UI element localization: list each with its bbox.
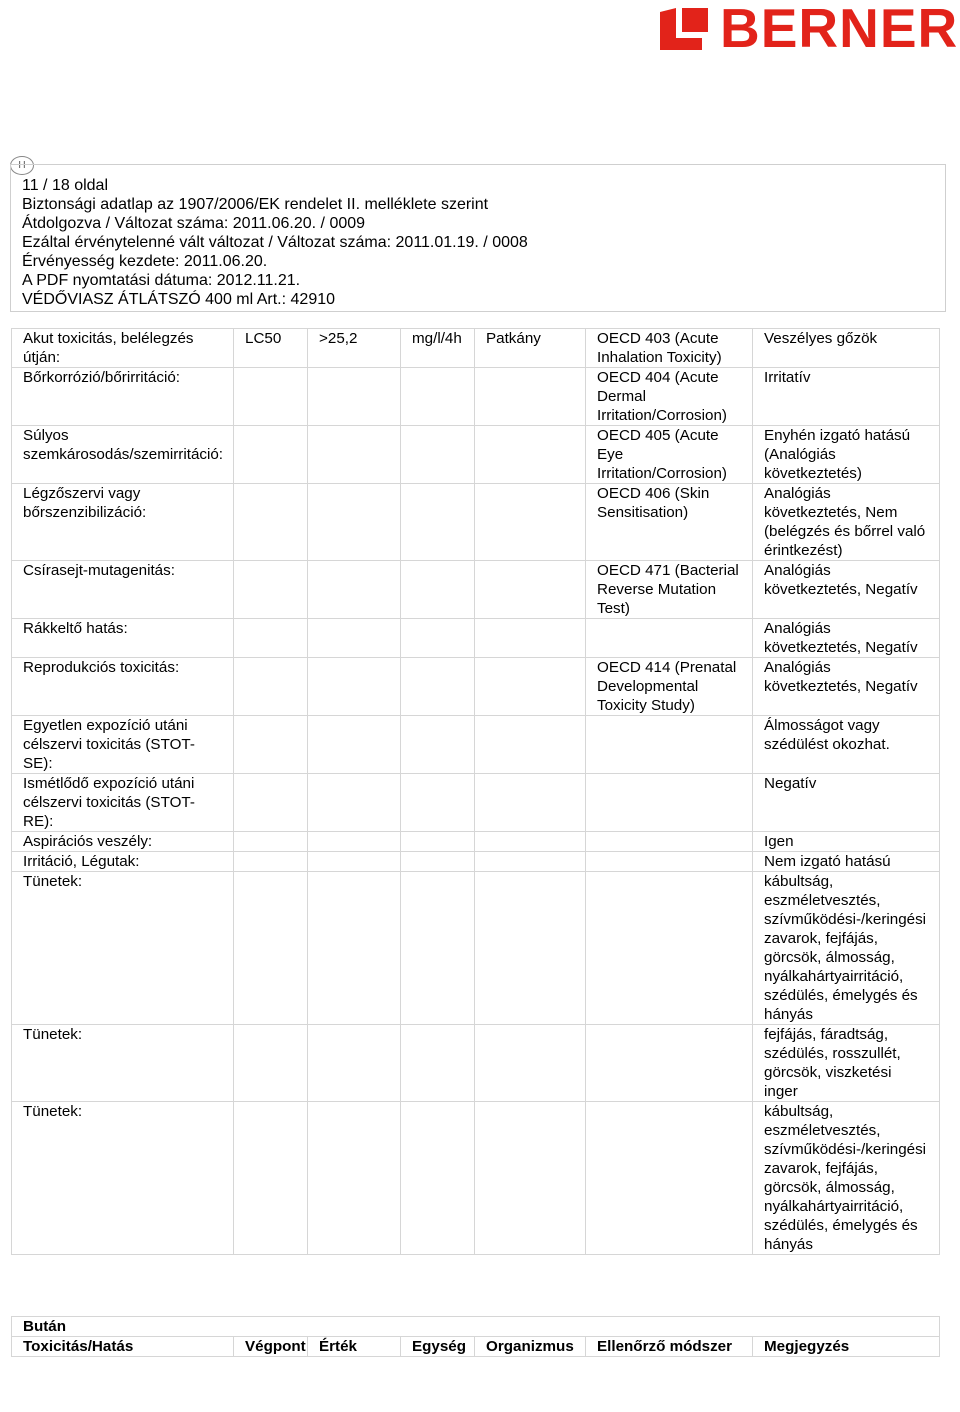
document-header [22, 176, 528, 309]
superseded-version-line: Ezáltal érvénytelenné vált változat / Változat száma: 2011.01.19. / 0008 [22, 234, 528, 251]
berner-logo-mark-icon [658, 6, 710, 52]
cell-method [586, 1025, 753, 1102]
cell-unit [401, 832, 475, 852]
cell-organism [475, 658, 586, 716]
cell-value [308, 561, 401, 619]
cell-remark: Analógiás következtetés, Negatív [753, 658, 940, 716]
cell-value [308, 1102, 401, 1255]
table-row [12, 1025, 940, 1102]
regulation-line: Biztonsági adatlap az 1907/2006/EK rendelet II. melléklete szerint [22, 196, 489, 213]
butane-title: Bután [12, 1317, 940, 1337]
cell-effect: Bőrkorrózió/bőrirritáció: [12, 368, 234, 426]
cell-endpoint [234, 1102, 308, 1255]
cell-remark: Veszélyes gőzök [753, 329, 940, 368]
cell-unit [401, 1025, 475, 1102]
cell-effect: Rákkeltő hatás: [12, 619, 234, 658]
cell-unit [401, 872, 475, 1025]
table-row [12, 774, 940, 832]
cell-organism: Patkány [475, 329, 586, 368]
cell-endpoint: LC50 [234, 329, 308, 368]
cell-effect: Tünetek: [12, 872, 234, 1025]
cell-value [308, 368, 401, 426]
cell-remark: kábultság, eszméletvesztés, szívműködési-/keringési zavarok, fejfájás, görcsök, álmosság, nyálkahártyairritáció, szédülés, émelygés és hányás [753, 1102, 940, 1255]
cell-unit: mg/l/4h [401, 329, 475, 368]
cell-endpoint [234, 774, 308, 832]
cell-method: OECD 405 (Acute Eye Irritation/Corrosion) [586, 426, 753, 484]
cell-effect: Csírasejt-mutagenitás: [12, 561, 234, 619]
cell-unit [401, 716, 475, 774]
cell-effect: Légzőszervi vagy bőrszenzibilizáció: [12, 484, 234, 561]
table-row [12, 716, 940, 774]
table-row [12, 561, 940, 619]
cell-method [586, 832, 753, 852]
header-remark: Megjegyzés [753, 1337, 940, 1357]
cell-endpoint [234, 484, 308, 561]
cell-method: OECD 404 (Acute Dermal Irritation/Corrosion) [586, 368, 753, 426]
table-row [12, 368, 940, 426]
cell-organism [475, 619, 586, 658]
cell-endpoint [234, 852, 308, 872]
cell-unit [401, 852, 475, 872]
table-row [12, 852, 940, 872]
cell-remark: Analógiás következtetés, Nem (belégzés és bőrrel való érintkezést) [753, 484, 940, 561]
cell-organism [475, 1102, 586, 1255]
product-name-line: VÉDŐVIASZ ÁTLÁTSZÓ 400 ml Art.: 42910 [22, 291, 336, 308]
table-row [12, 1102, 940, 1255]
cell-effect: Tünetek: [12, 1102, 234, 1255]
cell-method: OECD 406 (Skin Sensitisation) [586, 484, 753, 561]
cell-organism [475, 716, 586, 774]
cell-unit [401, 426, 475, 484]
cell-remark: fejfájás, fáradtság, szédülés, rosszullét, görcsök, viszketési inger [753, 1025, 940, 1102]
valid-from-line: Érvényesség kezdete: 2011.06.20. [22, 253, 268, 270]
table-row [12, 329, 940, 368]
cell-remark: Enyhén izgató hatású (Analógiás következtetés) [753, 426, 940, 484]
cell-value [308, 658, 401, 716]
cell-value [308, 1025, 401, 1102]
cell-value [308, 426, 401, 484]
table-row [12, 832, 940, 852]
pdf-print-date-line: A PDF nyomtatási dátuma: 2012.11.21. [22, 272, 301, 289]
cell-remark: Nem izgató hatású [753, 852, 940, 872]
cell-method [586, 1102, 753, 1255]
cell-unit [401, 484, 475, 561]
header-unit: Egység [401, 1337, 475, 1357]
cell-effect: Irritáció, Légutak: [12, 852, 234, 872]
table-row [12, 872, 940, 1025]
cell-organism [475, 832, 586, 852]
cell-effect: Egyetlen expozíció utáni célszervi toxicitás (STOT-SE): [12, 716, 234, 774]
cell-unit [401, 1102, 475, 1255]
cell-organism [475, 368, 586, 426]
table-row [12, 619, 940, 658]
cell-remark: Irritatív [753, 368, 940, 426]
cell-value [308, 832, 401, 852]
cell-unit [401, 658, 475, 716]
cell-endpoint [234, 1025, 308, 1102]
cell-endpoint [234, 426, 308, 484]
cell-endpoint [234, 872, 308, 1025]
cell-organism [475, 1025, 586, 1102]
cell-endpoint [234, 832, 308, 852]
table-row [12, 484, 940, 561]
cell-unit [401, 368, 475, 426]
cell-method: OECD 471 (Bacterial Reverse Mutation Test) [586, 561, 753, 619]
cell-effect: Súlyos szemkárosodás/szemirritáció: [12, 426, 234, 484]
butane-title-row [12, 1317, 940, 1337]
table-row [12, 658, 940, 716]
cell-organism [475, 852, 586, 872]
cell-effect: Reprodukciós toxicitás: [12, 658, 234, 716]
cell-effect: Ismétlődő expozíció utáni célszervi toxicitás (STOT-RE): [12, 774, 234, 832]
cell-method [586, 872, 753, 1025]
cell-organism [475, 774, 586, 832]
cell-method: OECD 403 (Acute Inhalation Toxicity) [586, 329, 753, 368]
cell-endpoint [234, 368, 308, 426]
table-row [12, 426, 940, 484]
cell-effect: Aspirációs veszély: [12, 832, 234, 852]
header-value: Érték [308, 1337, 401, 1357]
brand-name: BERNER [720, 0, 959, 59]
header-endpoint: Végpont [234, 1337, 308, 1357]
language-badge: H [10, 156, 34, 175]
cell-organism [475, 872, 586, 1025]
cell-remark: Igen [753, 832, 940, 852]
cell-unit [401, 774, 475, 832]
cell-organism [475, 561, 586, 619]
cell-method [586, 774, 753, 832]
cell-remark: Analógiás következtetés, Negatív [753, 561, 940, 619]
revision-line: Átdolgozva / Változat száma: 2011.06.20. / 0009 [22, 215, 366, 232]
cell-method: OECD 414 (Prenatal Developmental Toxicity Study) [586, 658, 753, 716]
header-effect: Toxicitás/Hatás [12, 1337, 234, 1357]
cell-value [308, 872, 401, 1025]
cell-remark: Negatív [753, 774, 940, 832]
cell-endpoint [234, 658, 308, 716]
cell-remark: Analógiás következtetés, Negatív [753, 619, 940, 658]
cell-unit [401, 619, 475, 658]
cell-value [308, 484, 401, 561]
page-number: 11 / 18 oldal [22, 177, 108, 194]
cell-effect: Akut toxicitás, belélegzés útján: [12, 329, 234, 368]
cell-organism [475, 426, 586, 484]
cell-method [586, 619, 753, 658]
butane-header-row [12, 1337, 940, 1357]
cell-endpoint [234, 619, 308, 658]
cell-method [586, 852, 753, 872]
cell-effect: Tünetek: [12, 1025, 234, 1102]
cell-value [308, 774, 401, 832]
cell-remark: Álmosságot vagy szédülést okozhat. [753, 716, 940, 774]
cell-endpoint [234, 561, 308, 619]
cell-method [586, 716, 753, 774]
cell-value [308, 852, 401, 872]
cell-value: >25,2 [308, 329, 401, 368]
cell-remark: kábultság, eszméletvesztés, szívműködési-/keringési zavarok, fejfájás, görcsök, álmosság, nyálkahártyairritáció, szédülés, émelygés és hányás [753, 872, 940, 1025]
cell-unit [401, 561, 475, 619]
header-method: Ellenőrző módszer [586, 1337, 753, 1357]
toxicology-table [11, 328, 940, 1255]
cell-organism [475, 484, 586, 561]
cell-endpoint [234, 716, 308, 774]
header-organism: Organizmus [475, 1337, 586, 1357]
berner-logo [658, 0, 959, 59]
cell-value [308, 716, 401, 774]
butane-table [11, 1316, 940, 1357]
cell-value [308, 619, 401, 658]
